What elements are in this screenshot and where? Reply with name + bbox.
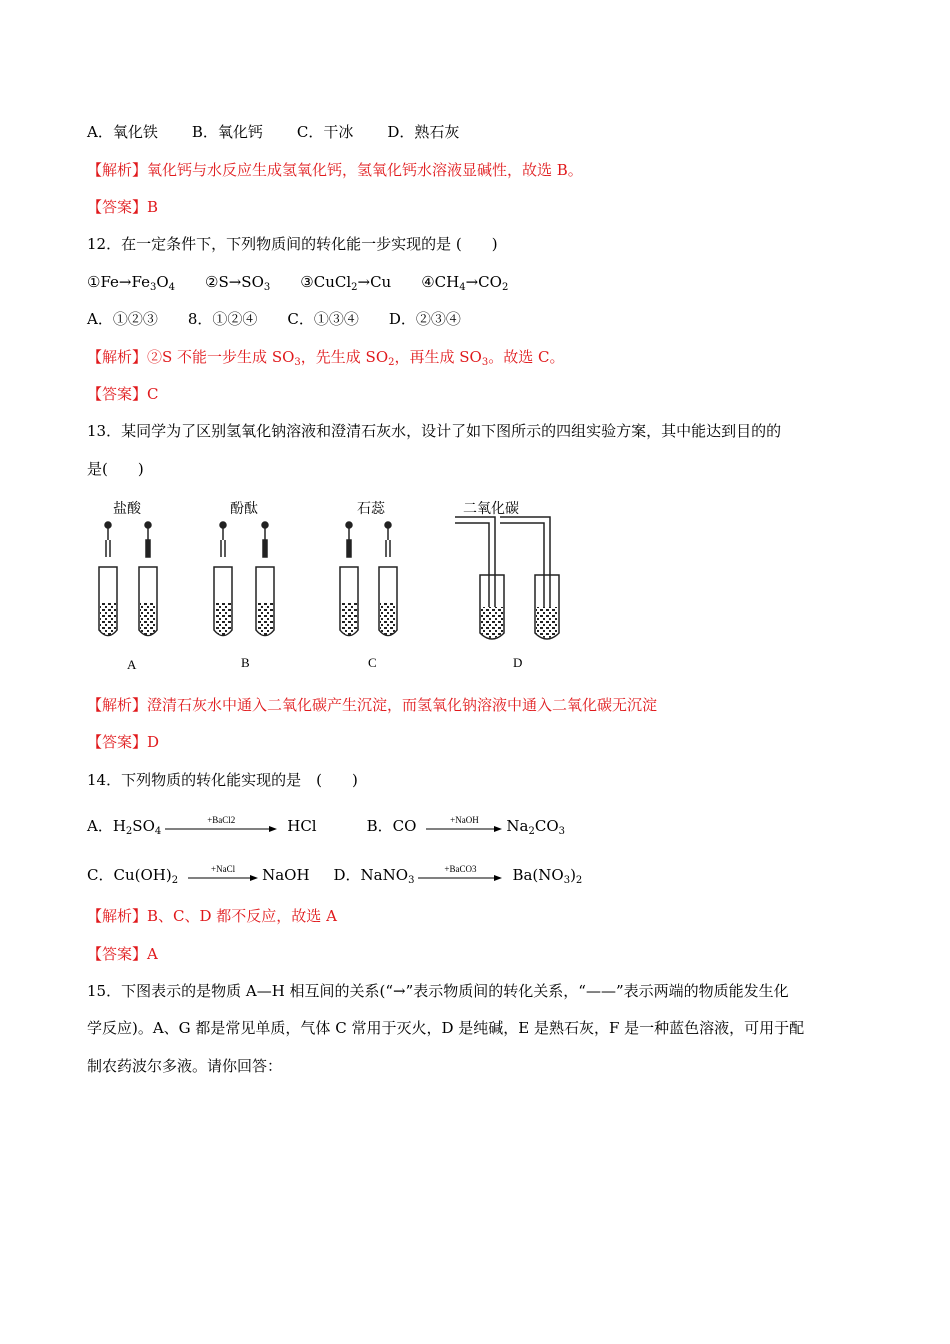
analysis-tag: 【解析】 (87, 696, 148, 714)
q14-option-b: B．CO +NaOH $Na_2CO_3$ (366, 815, 566, 837)
q11-option-a: A．氧化铁 (87, 123, 158, 141)
q11-option-c: C．干冰 (296, 123, 354, 141)
q13-answer (87, 732, 159, 752)
analysis-tag: 【解析】 (87, 161, 148, 179)
q13-analysis (87, 695, 657, 715)
q11-option-b: B．氧化钙 (191, 123, 263, 141)
letter-a: A (127, 657, 137, 672)
analysis-text: 澄清石灰水中通入二氧化碳产生沉淀，而氢氧化钠溶液中通入二氧化碳无沉淀 (147, 696, 658, 714)
answer-value: D (147, 733, 160, 751)
analysis-text: B、C、D 都不反应，故选 A (147, 907, 337, 925)
q12-options (87, 309, 461, 329)
answer-tag: 【答案】 (87, 385, 148, 403)
answer-tag: 【答案】 (87, 733, 148, 751)
label-phenolphthalein: 酚酞 (230, 501, 258, 517)
answer-tag: 【答案】 (87, 198, 148, 216)
label-hydrochloric-acid: 盐酸 (113, 501, 141, 517)
reaction-arrow: +NaOH (426, 817, 502, 837)
label-litmus: 石蕊 (357, 501, 385, 517)
q12-option-a: A．①②③ (87, 310, 158, 328)
q13-stem-line1: 13．某同学为了区别氢氧化钠溶液和澄清石灰水，设计了如下图所示的四组实验方案，其中能达到目的的 (87, 422, 782, 440)
answer-value: C (147, 385, 159, 403)
q13-experiment-figure (90, 495, 580, 680)
q11-analysis (87, 160, 583, 180)
q11-options (87, 122, 459, 142)
answer-value: A (147, 945, 158, 963)
q12-option-b: 8．①②④ (187, 310, 258, 328)
q14-analysis (87, 906, 337, 926)
q12-item-3: ③CuCl$_2$→Cu (300, 273, 392, 293)
q14-option-d: D．NaNO$_3$ +BaCO3 $Ba(NO_3)_2$ (333, 864, 583, 886)
q12-item-4: $④CH_4\to CO_2$ (421, 273, 509, 293)
q12-item-2: $②S\to SO_3$ (205, 273, 271, 293)
answer-value: B (147, 198, 159, 216)
q14-stem: 14．下列物质的转化能实现的是 ( ) (87, 771, 358, 789)
q14-answer (87, 944, 158, 964)
analysis-tag: 【解析】 (87, 348, 148, 366)
analysis-text: 氧化钙与水反应生成氢氧化钙，氢氧化钙水溶液显碱性，故选 B。 (147, 161, 583, 179)
letter-b: B (241, 655, 250, 670)
q13-stem-line2: 是( ) (87, 460, 144, 478)
q15-line3: 制农药波尔多液。请你回答： (87, 1057, 283, 1075)
q12-option-d: D．②③④ (388, 310, 461, 328)
q14-row-ab (87, 816, 565, 837)
q12-stem: 12．在一定条件下，下列物质间的转化能一步实现的是 ( ) (87, 235, 498, 253)
q11-answer (87, 197, 158, 217)
q12-analysis: 【解析】②S 不能一步生成 $SO_3$，先生成 $SO_2$，再生成 $SO_3$。故选 C。 (87, 348, 565, 368)
q15-line2: 学反应)。A、G 都是常见单质，气体 C 常用于灭火，D 是纯碱，E 是熟石灰，F 是一种蓝色溶液，可用于配 (87, 1019, 805, 1037)
q12-option-c: C．①③④ (287, 310, 359, 328)
reaction-arrow: +BaCO3 (418, 866, 502, 886)
reaction-arrow: +BaCl2 (165, 817, 277, 837)
analysis-tag: 【解析】 (87, 907, 148, 925)
group-a-droppers (105, 522, 151, 557)
q12-answer (87, 384, 159, 404)
test-tubes-drawing (90, 495, 580, 680)
reaction-arrow: +NaCl (188, 866, 258, 886)
q11-option-d: D．熟石灰 (387, 123, 460, 141)
q14-option-a: A．$H_2SO_4$ +BaCl2 HCl (87, 815, 317, 837)
answer-tag: 【答案】 (87, 945, 148, 963)
q14-row-cd (87, 865, 582, 886)
letter-c: C (368, 655, 377, 670)
q12-item-1: $①Fe\to Fe_3O_4$ (87, 273, 176, 293)
letter-d: D (513, 655, 523, 670)
q14-option-c: C．$Cu(OH)_2$ +NaCl NaOH (87, 864, 310, 886)
q15-line1: 15．下图表示的是物质 A—H 相互间的关系(“→”表示物质间的转化关系，“——”表示两端的物质能发生化 (87, 982, 789, 1000)
q12-items (87, 272, 508, 292)
label-carbon-dioxide: 二氧化碳 (463, 501, 519, 517)
